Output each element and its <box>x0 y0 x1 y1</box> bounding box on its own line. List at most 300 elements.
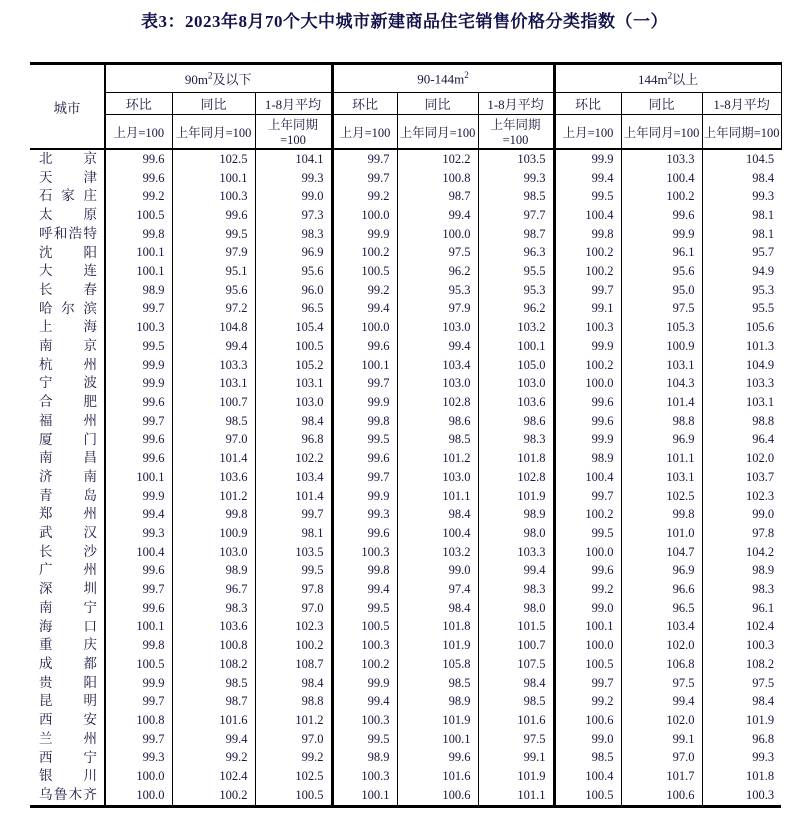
table-row <box>30 599 781 618</box>
value-cell: 99.6 <box>397 749 478 768</box>
value-cell: 99.6 <box>554 561 621 580</box>
value-cell: 105.8 <box>397 655 478 674</box>
value-cell: 96.8 <box>255 431 332 450</box>
value-cell: 99.6 <box>332 337 397 356</box>
value-cell: 101.6 <box>397 767 478 786</box>
header-yoy-3: 同比 <box>621 93 702 115</box>
value-cell: 100.2 <box>255 636 332 655</box>
value-cell: 97.0 <box>172 431 255 450</box>
value-cell: 101.0 <box>621 524 702 543</box>
city-name: 贵阳 <box>39 674 97 690</box>
header-base-avg-1: 上年同期=100 <box>255 115 332 150</box>
value-cell: 103.2 <box>397 543 478 562</box>
value-cell: 99.7 <box>105 730 172 749</box>
value-cell: 99.0 <box>554 730 621 749</box>
value-cell: 100.2 <box>172 786 255 806</box>
value-cell: 99.6 <box>105 599 172 618</box>
value-cell: 99.7 <box>332 149 397 169</box>
value-cell: 98.8 <box>255 692 332 711</box>
table-title: 表3：2023年8月70个大中城市新建商品住宅销售价格分类指数（一） <box>141 12 668 31</box>
value-cell: 100.1 <box>478 337 554 356</box>
value-cell: 98.4 <box>702 692 781 711</box>
value-cell: 104.7 <box>621 543 702 562</box>
city-cell <box>30 281 105 300</box>
value-cell: 105.0 <box>478 356 554 375</box>
value-cell: 99.3 <box>105 524 172 543</box>
value-cell: 103.3 <box>478 543 554 562</box>
value-cell: 100.1 <box>105 468 172 487</box>
value-cell: 97.8 <box>702 524 781 543</box>
value-cell: 99.9 <box>332 674 397 693</box>
city-name: 武汉 <box>39 525 97 541</box>
value-cell: 104.5 <box>702 149 781 169</box>
value-cell: 100.8 <box>172 636 255 655</box>
value-cell: 96.1 <box>702 599 781 618</box>
value-cell: 102.0 <box>621 636 702 655</box>
value-cell: 104.3 <box>621 374 702 393</box>
city-name: 杭州 <box>39 356 97 372</box>
city-cell <box>30 468 105 487</box>
value-cell: 100.5 <box>255 786 332 806</box>
value-cell: 103.0 <box>255 393 332 412</box>
value-cell: 101.7 <box>621 767 702 786</box>
table-row <box>30 149 781 169</box>
value-cell: 99.6 <box>105 393 172 412</box>
value-cell: 98.4 <box>397 599 478 618</box>
city-name: 北京 <box>39 151 97 166</box>
table-row <box>30 505 781 524</box>
value-cell: 96.3 <box>478 244 554 263</box>
value-cell: 95.3 <box>702 281 781 300</box>
value-cell: 98.1 <box>702 225 781 244</box>
city-cell <box>30 730 105 749</box>
value-cell: 103.0 <box>397 374 478 393</box>
value-cell: 97.8 <box>255 580 332 599</box>
table-row <box>30 431 781 450</box>
price-index-table-wrap <box>30 62 782 808</box>
value-cell: 106.8 <box>621 655 702 674</box>
table-row <box>30 524 781 543</box>
value-cell: 101.9 <box>478 767 554 786</box>
value-cell: 98.4 <box>255 674 332 693</box>
value-cell: 99.0 <box>554 599 621 618</box>
city-cell <box>30 318 105 337</box>
table-row <box>30 337 781 356</box>
value-cell: 98.5 <box>397 674 478 693</box>
header-mom-2: 环比 <box>332 93 397 115</box>
value-cell: 99.7 <box>105 692 172 711</box>
table-row <box>30 169 781 188</box>
value-cell: 95.1 <box>172 262 255 281</box>
city-name: 厦门 <box>39 431 97 447</box>
value-cell: 100.2 <box>332 244 397 263</box>
value-cell: 98.7 <box>397 187 478 206</box>
value-cell: 99.3 <box>702 187 781 206</box>
value-cell: 100.3 <box>702 786 781 806</box>
value-cell: 100.1 <box>105 618 172 637</box>
value-cell: 97.5 <box>621 300 702 319</box>
value-cell: 100.1 <box>554 618 621 637</box>
value-cell: 103.4 <box>621 618 702 637</box>
value-cell: 100.1 <box>105 244 172 263</box>
value-cell: 98.0 <box>478 599 554 618</box>
table-row <box>30 767 781 786</box>
value-cell: 100.0 <box>105 767 172 786</box>
value-cell: 100.5 <box>554 655 621 674</box>
value-cell: 99.8 <box>621 505 702 524</box>
value-cell: 100.2 <box>554 356 621 375</box>
value-cell: 103.3 <box>172 356 255 375</box>
value-cell: 100.5 <box>105 206 172 225</box>
value-cell: 102.5 <box>255 767 332 786</box>
value-cell: 103.1 <box>621 468 702 487</box>
header-mom-3: 环比 <box>554 93 621 115</box>
value-cell: 95.5 <box>702 300 781 319</box>
value-cell: 97.5 <box>397 244 478 263</box>
city-name: 长春 <box>39 281 97 297</box>
value-cell: 99.9 <box>105 674 172 693</box>
value-cell: 100.2 <box>621 187 702 206</box>
value-cell: 97.5 <box>621 674 702 693</box>
value-cell: 102.5 <box>621 487 702 506</box>
value-cell: 103.5 <box>255 543 332 562</box>
value-cell: 99.8 <box>332 412 397 431</box>
value-cell: 101.1 <box>397 487 478 506</box>
value-cell: 99.5 <box>554 187 621 206</box>
table-row <box>30 393 781 412</box>
city-name: 南京 <box>39 338 97 354</box>
value-cell: 99.7 <box>554 281 621 300</box>
value-cell: 102.3 <box>702 487 781 506</box>
value-cell: 99.4 <box>332 300 397 319</box>
value-cell: 99.3 <box>478 169 554 188</box>
value-cell: 99.5 <box>255 561 332 580</box>
value-cell: 98.1 <box>702 206 781 225</box>
value-cell: 101.2 <box>172 487 255 506</box>
table-row <box>30 244 781 263</box>
value-cell: 100.3 <box>554 318 621 337</box>
table-row <box>30 561 781 580</box>
table-row <box>30 674 781 693</box>
value-cell: 96.4 <box>702 431 781 450</box>
value-cell: 99.3 <box>332 505 397 524</box>
table-row <box>30 543 781 562</box>
table-row <box>30 300 781 319</box>
city-name: 青岛 <box>39 487 97 503</box>
value-cell: 97.9 <box>172 244 255 263</box>
value-cell: 99.7 <box>332 169 397 188</box>
city-cell <box>30 374 105 393</box>
value-cell: 98.9 <box>478 505 554 524</box>
value-cell: 99.9 <box>105 356 172 375</box>
value-cell: 101.4 <box>621 393 702 412</box>
value-cell: 103.2 <box>478 318 554 337</box>
value-cell: 100.5 <box>554 786 621 806</box>
value-cell: 100.7 <box>172 393 255 412</box>
value-cell: 98.8 <box>702 412 781 431</box>
value-cell: 99.8 <box>554 225 621 244</box>
value-cell: 99.5 <box>554 524 621 543</box>
value-cell: 100.3 <box>332 543 397 562</box>
header-yoy-2: 同比 <box>397 93 478 115</box>
value-cell: 100.1 <box>332 786 397 806</box>
value-cell: 104.9 <box>702 356 781 375</box>
value-cell: 100.4 <box>554 767 621 786</box>
table-row <box>30 786 781 806</box>
city-name: 郑州 <box>39 506 97 522</box>
header-group-90to144 <box>332 64 554 93</box>
city-name: 昆明 <box>39 693 97 709</box>
city-cell <box>30 767 105 786</box>
table-row <box>30 749 781 768</box>
value-cell: 96.5 <box>255 300 332 319</box>
city-cell <box>30 206 105 225</box>
value-cell: 99.8 <box>172 505 255 524</box>
header-base-mom-3: 上月=100 <box>554 115 621 150</box>
table-body <box>30 149 781 806</box>
value-cell: 99.7 <box>332 468 397 487</box>
value-cell: 103.1 <box>172 374 255 393</box>
header-base-yoy-3: 上年同月=100 <box>621 115 702 150</box>
city-cell <box>30 187 105 206</box>
city-cell <box>30 337 105 356</box>
value-cell: 100.9 <box>172 524 255 543</box>
value-cell: 101.4 <box>255 487 332 506</box>
value-cell: 98.4 <box>478 674 554 693</box>
city-name: 广州 <box>39 562 97 578</box>
value-cell: 102.3 <box>255 618 332 637</box>
value-cell: 99.7 <box>105 300 172 319</box>
value-cell: 103.1 <box>621 356 702 375</box>
value-cell: 99.0 <box>397 561 478 580</box>
value-cell: 99.4 <box>621 692 702 711</box>
value-cell: 100.1 <box>105 262 172 281</box>
value-cell: 99.6 <box>554 412 621 431</box>
value-cell: 96.9 <box>621 431 702 450</box>
value-cell: 97.3 <box>255 206 332 225</box>
value-cell: 99.2 <box>554 580 621 599</box>
value-cell: 97.7 <box>478 206 554 225</box>
value-cell: 100.3 <box>105 318 172 337</box>
city-cell <box>30 655 105 674</box>
value-cell: 99.1 <box>554 300 621 319</box>
group-label: 及以下 <box>212 72 252 87</box>
city-name: 银川 <box>39 768 97 784</box>
value-cell: 96.0 <box>255 281 332 300</box>
city-cell <box>30 449 105 468</box>
value-cell: 102.8 <box>478 468 554 487</box>
city-cell <box>30 487 105 506</box>
value-cell: 95.7 <box>702 244 781 263</box>
header-yoy-1: 同比 <box>172 93 255 115</box>
value-cell: 105.4 <box>255 318 332 337</box>
value-cell: 108.7 <box>255 655 332 674</box>
value-cell: 100.4 <box>397 524 478 543</box>
value-cell: 100.2 <box>554 244 621 263</box>
value-cell: 102.8 <box>397 393 478 412</box>
value-cell: 99.5 <box>332 730 397 749</box>
value-cell: 105.6 <box>702 318 781 337</box>
value-cell: 95.6 <box>621 262 702 281</box>
city-cell <box>30 749 105 768</box>
city-name: 天津 <box>39 169 97 185</box>
city-name: 大连 <box>39 263 97 279</box>
value-cell: 101.9 <box>397 636 478 655</box>
table-row <box>30 187 781 206</box>
value-cell: 100.3 <box>332 711 397 730</box>
value-cell: 101.1 <box>478 786 554 806</box>
value-cell: 103.6 <box>478 393 554 412</box>
value-cell: 99.9 <box>105 487 172 506</box>
value-cell: 100.0 <box>332 318 397 337</box>
value-cell: 100.4 <box>621 169 702 188</box>
value-cell: 98.5 <box>478 692 554 711</box>
value-cell: 99.2 <box>172 749 255 768</box>
header-mom-1: 环比 <box>105 93 172 115</box>
city-cell <box>30 636 105 655</box>
header-city: 城市 <box>30 64 105 150</box>
value-cell: 98.9 <box>702 561 781 580</box>
city-cell <box>30 262 105 281</box>
value-cell: 99.2 <box>332 281 397 300</box>
value-cell: 98.3 <box>478 580 554 599</box>
value-cell: 100.3 <box>332 767 397 786</box>
value-cell: 99.5 <box>332 599 397 618</box>
value-cell: 101.2 <box>397 449 478 468</box>
value-cell: 99.6 <box>621 206 702 225</box>
value-cell: 99.0 <box>255 187 332 206</box>
value-cell: 102.2 <box>255 449 332 468</box>
value-cell: 107.5 <box>478 655 554 674</box>
city-cell <box>30 711 105 730</box>
value-cell: 97.5 <box>702 674 781 693</box>
table-row <box>30 655 781 674</box>
value-cell: 98.7 <box>172 692 255 711</box>
city-name: 宁波 <box>39 375 97 391</box>
value-cell: 99.6 <box>332 449 397 468</box>
header-avg-3: 1-8月平均 <box>702 93 781 115</box>
price-index-table <box>30 62 782 808</box>
value-cell: 96.6 <box>621 580 702 599</box>
value-cell: 99.2 <box>255 749 332 768</box>
value-cell: 99.4 <box>397 206 478 225</box>
city-cell <box>30 692 105 711</box>
value-cell: 99.9 <box>332 393 397 412</box>
value-cell: 99.4 <box>397 337 478 356</box>
value-cell: 99.9 <box>332 225 397 244</box>
value-cell: 96.9 <box>621 561 702 580</box>
header-group-over144 <box>554 64 781 93</box>
value-cell: 100.7 <box>478 636 554 655</box>
value-cell: 100.4 <box>554 206 621 225</box>
table-row <box>30 711 781 730</box>
table-row <box>30 318 781 337</box>
value-cell: 99.7 <box>554 674 621 693</box>
value-cell: 101.5 <box>478 618 554 637</box>
table-row <box>30 618 781 637</box>
value-cell: 103.0 <box>172 543 255 562</box>
value-cell: 98.4 <box>702 169 781 188</box>
value-cell: 97.5 <box>478 730 554 749</box>
value-cell: 108.2 <box>172 655 255 674</box>
value-cell: 103.7 <box>702 468 781 487</box>
value-cell: 104.1 <box>255 149 332 169</box>
value-cell: 98.4 <box>397 505 478 524</box>
value-cell: 95.3 <box>397 281 478 300</box>
table-row <box>30 262 781 281</box>
value-cell: 96.2 <box>397 262 478 281</box>
value-cell: 98.3 <box>255 225 332 244</box>
city-cell <box>30 149 105 169</box>
table-row <box>30 206 781 225</box>
value-cell: 95.5 <box>478 262 554 281</box>
table-row <box>30 468 781 487</box>
value-cell: 95.0 <box>621 281 702 300</box>
value-cell: 99.3 <box>702 749 781 768</box>
value-cell: 100.1 <box>172 169 255 188</box>
value-cell: 105.3 <box>621 318 702 337</box>
city-name: 海口 <box>39 618 97 634</box>
value-cell: 103.1 <box>702 393 781 412</box>
value-cell: 99.4 <box>332 692 397 711</box>
value-cell: 99.6 <box>332 524 397 543</box>
value-cell: 99.6 <box>105 431 172 450</box>
city-name: 呼和浩特 <box>39 225 97 241</box>
header-base-yoy-1: 上年同月=100 <box>172 115 255 150</box>
city-name: 上海 <box>39 319 97 335</box>
city-cell <box>30 786 105 806</box>
value-cell: 98.4 <box>255 412 332 431</box>
value-cell: 102.4 <box>702 618 781 637</box>
city-cell <box>30 505 105 524</box>
value-cell: 100.2 <box>554 505 621 524</box>
value-cell: 103.6 <box>172 468 255 487</box>
value-cell: 100.5 <box>332 618 397 637</box>
value-cell: 98.5 <box>172 412 255 431</box>
value-cell: 96.9 <box>255 244 332 263</box>
value-cell: 99.7 <box>105 580 172 599</box>
value-cell: 99.9 <box>621 225 702 244</box>
value-cell: 100.5 <box>332 262 397 281</box>
city-name: 济南 <box>39 468 97 484</box>
value-cell: 99.4 <box>478 561 554 580</box>
table-row <box>30 730 781 749</box>
value-cell: 100.0 <box>105 786 172 806</box>
value-cell: 96.1 <box>621 244 702 263</box>
value-cell: 99.7 <box>105 412 172 431</box>
value-cell: 99.4 <box>105 505 172 524</box>
value-cell: 96.7 <box>172 580 255 599</box>
value-cell: 108.2 <box>702 655 781 674</box>
value-cell: 95.6 <box>172 281 255 300</box>
value-cell: 99.8 <box>332 561 397 580</box>
value-cell: 100.0 <box>332 206 397 225</box>
value-cell: 100.5 <box>255 337 332 356</box>
header-avg-1: 1-8月平均 <box>255 93 332 115</box>
city-name: 西宁 <box>39 749 97 765</box>
value-cell: 99.7 <box>255 505 332 524</box>
value-cell: 98.5 <box>397 431 478 450</box>
table-row <box>30 636 781 655</box>
value-cell: 97.0 <box>255 599 332 618</box>
value-cell: 103.4 <box>397 356 478 375</box>
city-cell <box>30 561 105 580</box>
city-cell <box>30 393 105 412</box>
city-cell <box>30 543 105 562</box>
value-cell: 98.5 <box>172 674 255 693</box>
value-cell: 100.6 <box>621 786 702 806</box>
group-sup: 2 <box>208 70 213 81</box>
